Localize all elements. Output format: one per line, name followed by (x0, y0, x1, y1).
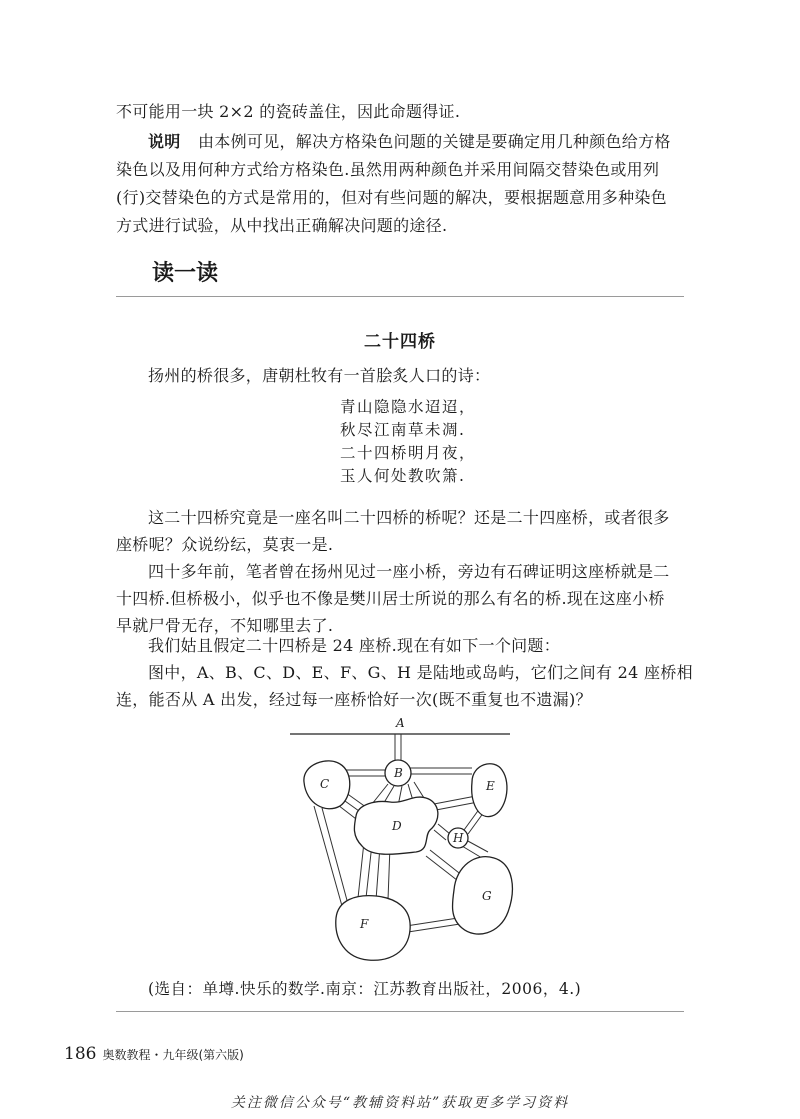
poem-line: 二十四桥明月夜， (340, 444, 477, 462)
page-number: 186 (64, 1044, 97, 1064)
divider (116, 1011, 684, 1012)
article-intro: 扬州的桥很多，唐朝杜牧有一首脍炙人口的诗： (148, 366, 491, 385)
paragraph-line: 早就尸骨无存，不知哪里去了. (116, 616, 334, 635)
source-citation: (选自：单墫.快乐的数学.南京：江苏教育出版社，2006，4.) (148, 980, 582, 998)
poem (340, 396, 476, 488)
island-f (336, 896, 410, 961)
note-line: 染色以及用何种方式给方格染色.虽然用两种颜色并采用间隔交替染色或用列 (116, 160, 660, 179)
poem-line: 玉人何处教吹箫. (340, 467, 466, 485)
note-line: 方式进行试验，从中找出正确解决问题的途径. (116, 216, 448, 235)
watermark: 关注微信公众号“教辅资料站”获取更多学习资料 (230, 1095, 570, 1111)
label-b: B (394, 766, 403, 780)
poem-line: 青山隐隐水迢迢， (340, 398, 477, 416)
paragraph-line: 十四桥.但桥极小，似乎也不像是樊川居士所说的那么有名的桥.现在这座小桥 (116, 589, 665, 608)
label-a: A (396, 716, 405, 730)
label-h: H (453, 831, 464, 845)
paragraph-line: 我们姑且假定二十四桥是 24 座桥.现在有如下一个问题： (148, 636, 561, 655)
label-c: C (320, 777, 330, 791)
label-g: G (482, 889, 492, 903)
divider (116, 296, 684, 297)
label-f: F (360, 917, 369, 931)
paragraph-line: 连，能否从 A 出发，经过每一座桥恰好一次(既不重复也不遗漏)？ (116, 690, 592, 709)
note-line: (行)交替染色的方式是常用的，但对有些问题的解决，要根据题意用多种染色 (116, 188, 667, 207)
paragraph-line: 四十多年前，笔者曾在扬州见过一座小桥，旁边有石碑证明这座桥就是二 (148, 562, 670, 581)
note-label: 说明 (148, 132, 181, 151)
book-title: 奥数教程・九年级(第六版) (102, 1048, 244, 1062)
paragraph-line: 不可能用一块 2×2 的瓷砖盖住，因此命题得证. (116, 102, 461, 121)
label-d: D (392, 819, 402, 833)
note-text: 由本例可见，解决方格染色问题的关键是要确定用几种颜色给方格 (198, 132, 671, 151)
poem-line: 秋尽江南草未凋. (340, 421, 466, 439)
paragraph-line: 图中，A、B、C、D、E、F、G、H 是陆地或岛屿，它们之间有 24 座桥相 (148, 663, 693, 682)
label-e: E (486, 779, 495, 793)
page-footer (64, 1044, 244, 1064)
paragraph-line: 这二十四桥究竟是一座名叫二十四桥的桥呢？还是二十四座桥，或者很多 (148, 508, 670, 527)
paragraph-line: 座桥呢？众说纷纭，莫衷一是. (116, 535, 334, 554)
section-title: 读一读 (152, 261, 219, 286)
bridge-diagram (280, 712, 540, 970)
note-first-line (148, 131, 671, 153)
article-title: 二十四桥 (364, 332, 436, 352)
